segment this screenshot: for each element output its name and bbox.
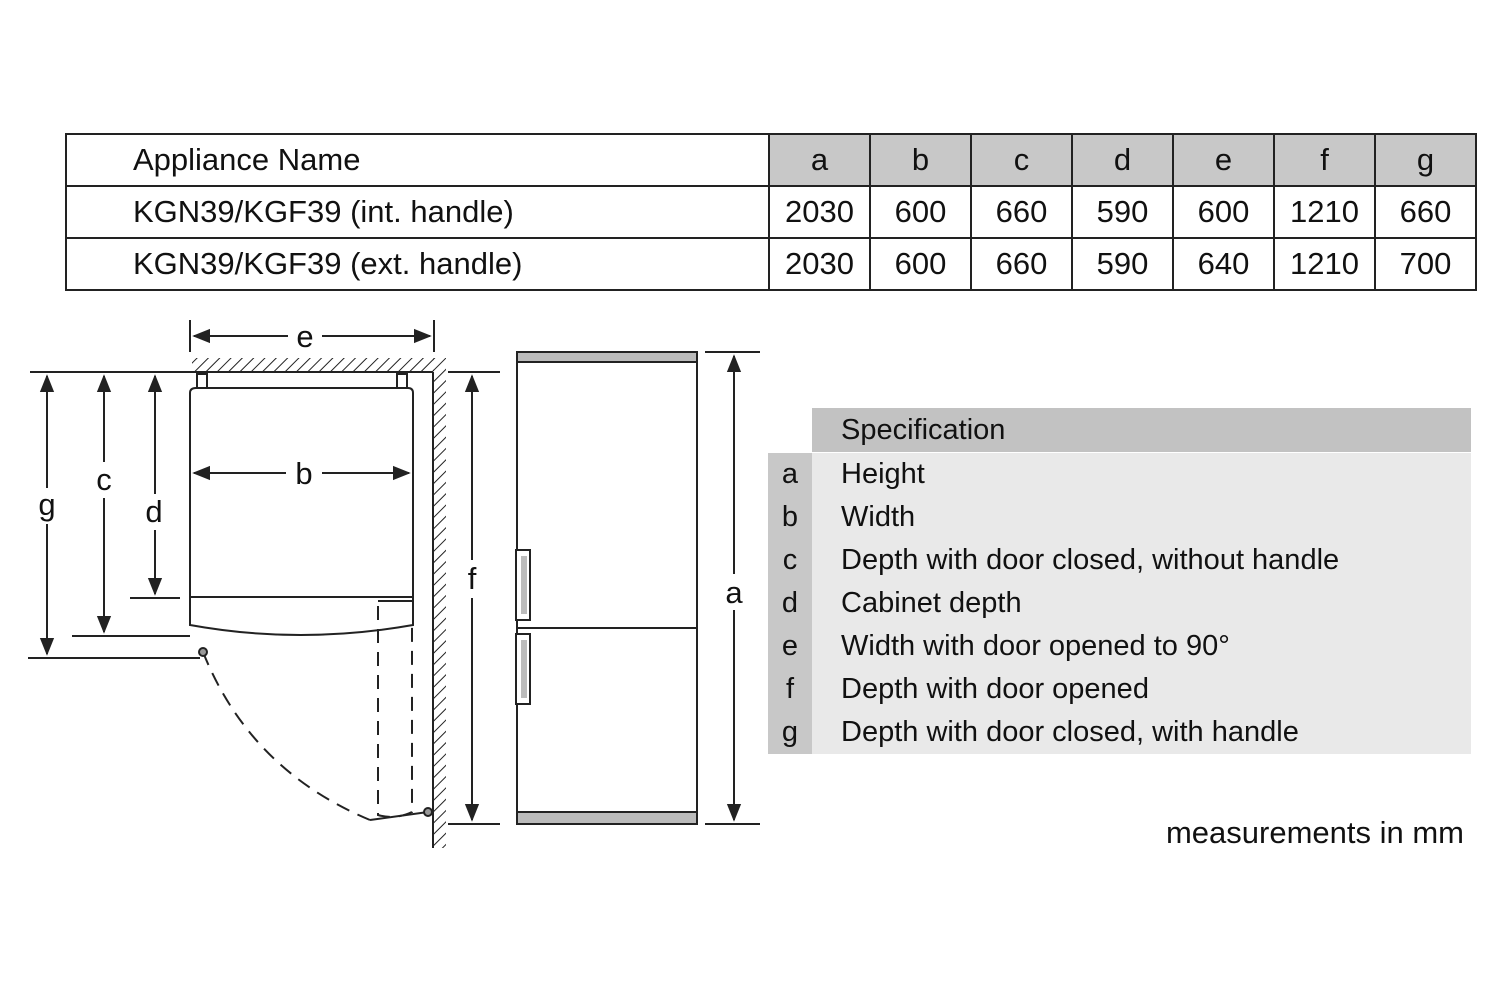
list-item [768, 625, 1471, 668]
column-header-b: b [870, 134, 971, 186]
table-row [66, 186, 1476, 238]
specification-list [768, 453, 1471, 754]
specification-header: Specification [812, 408, 1471, 452]
column-header-g: g [1375, 134, 1476, 186]
spec-description: Depth with door closed, with handle [841, 716, 1299, 748]
list-item [768, 668, 1471, 711]
appliance-name-header: Appliance Name [66, 134, 769, 186]
spec-key: f [768, 668, 812, 711]
spec-description: Width [841, 501, 916, 533]
label-c: c [96, 462, 112, 497]
spec-description: Height [841, 458, 925, 490]
fridge-top-view [190, 374, 432, 820]
table-cell: 2030 [769, 186, 870, 238]
label-e: e [296, 319, 314, 354]
spec-key: d [768, 582, 812, 625]
units-note: measurements in mm [1165, 815, 1464, 850]
label-d: d [145, 494, 163, 529]
appliance-name: KGN39/KGF39 (ext. handle) [66, 238, 769, 290]
table-header-row [66, 134, 1476, 186]
table-cell: 600 [870, 186, 971, 238]
label-f: f [467, 561, 477, 596]
spec-key: g [768, 711, 812, 754]
table-cell: 660 [971, 238, 1072, 290]
spec-description: Width with door opened to 90° [841, 630, 1230, 662]
wall [192, 358, 446, 848]
spec-description: Depth with door closed, without handle [841, 544, 1340, 576]
spec-description: Depth with door opened [841, 673, 1149, 705]
table-cell: 640 [1173, 238, 1274, 290]
table-cell: 1210 [1274, 186, 1375, 238]
column-header-c: c [971, 134, 1072, 186]
fridge-front-view [516, 352, 697, 824]
spec-key: b [768, 496, 812, 539]
spec-description: Cabinet depth [841, 587, 1022, 619]
table-cell: 590 [1072, 186, 1173, 238]
label-g: g [38, 487, 56, 522]
table-row [66, 238, 1476, 290]
appliance-name: KGN39/KGF39 (int. handle) [66, 186, 769, 238]
list-item [768, 453, 1471, 496]
table-cell: 600 [870, 238, 971, 290]
table-cell: 600 [1173, 186, 1274, 238]
table-cell: 660 [971, 186, 1072, 238]
column-header-d: d [1072, 134, 1173, 186]
label-b: b [295, 456, 313, 491]
column-header-a: a [769, 134, 870, 186]
list-item [768, 582, 1471, 625]
specification-legend [768, 408, 1471, 754]
spec-key: c [768, 539, 812, 582]
list-item [768, 711, 1471, 754]
table-cell: 590 [1072, 238, 1173, 290]
column-header-f: f [1274, 134, 1375, 186]
spec-key: a [768, 453, 812, 496]
dimension-drawing [0, 300, 800, 860]
column-header-e: e [1173, 134, 1274, 186]
table-cell: 2030 [769, 238, 870, 290]
table-cell: 660 [1375, 186, 1476, 238]
spec-key: e [768, 625, 812, 668]
list-item [768, 496, 1471, 539]
dimensions-table [65, 133, 1477, 291]
list-item [768, 539, 1471, 582]
table-cell: 1210 [1274, 238, 1375, 290]
label-a: a [725, 575, 743, 610]
table-cell: 700 [1375, 238, 1476, 290]
